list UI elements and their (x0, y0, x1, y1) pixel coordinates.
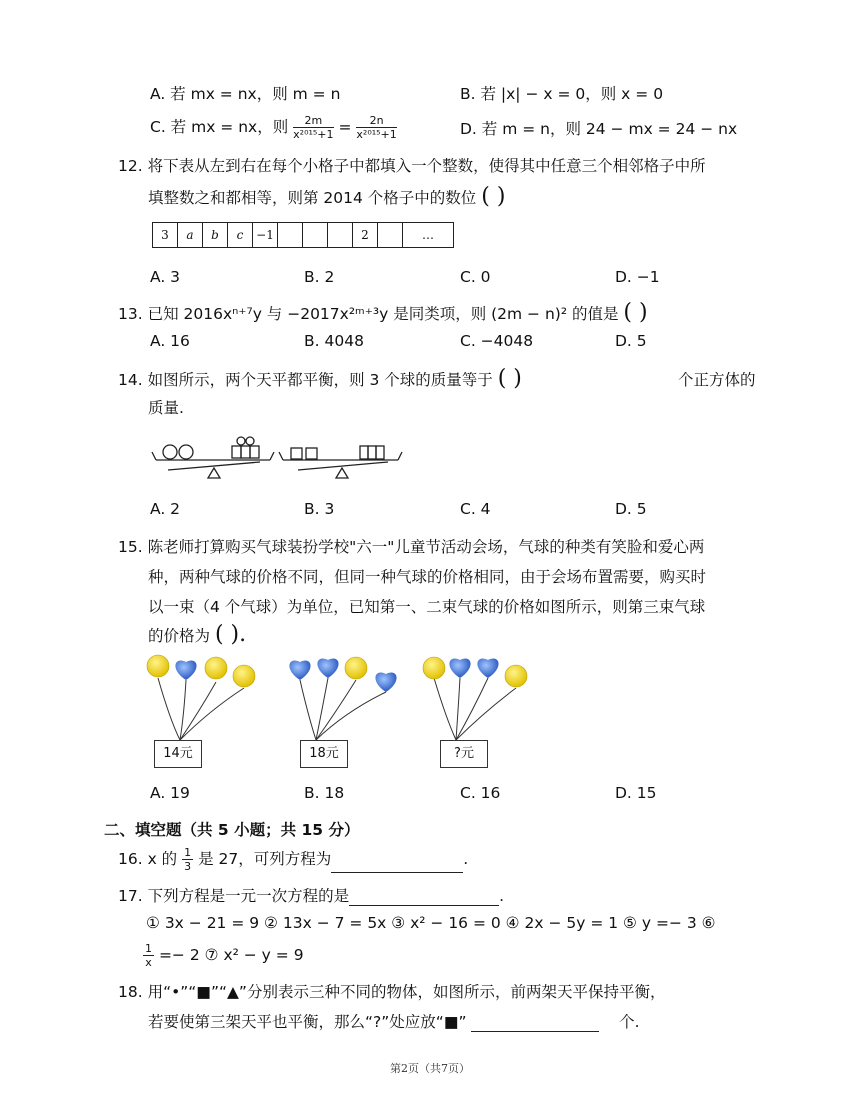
ball (179, 445, 193, 459)
q15-option-c: C. 16 (460, 784, 501, 802)
q15-stem-line2: 种，两种气球的价格不同，但同一种气球的价格相同，由于会场布置需要，购买时 (148, 568, 707, 586)
q12-option-c: C. 0 (460, 268, 491, 286)
section-heading: 二、填空题（共 5 小题；共 15 分） (104, 821, 360, 839)
q14-stem-tail: 个正方体的 (678, 371, 756, 389)
q18-answer-blank[interactable] (471, 1015, 599, 1032)
q14-balance-figure (148, 432, 403, 488)
q14-option-d: D. 5 (615, 500, 647, 518)
grid-cell: a (178, 223, 203, 248)
cube (241, 446, 250, 458)
q11-option-b: B. 若 |x| − x = 0，则 x = 0 (460, 85, 664, 103)
q12-number-grid (152, 222, 454, 248)
grid-cell: … (403, 223, 454, 248)
q15-option-d: D. 15 (615, 784, 657, 802)
grid-cell (378, 223, 403, 248)
grid-cell: 2 (353, 223, 378, 248)
q16-fraction: $\frac{1}{3}$ (184, 846, 192, 873)
grid-cell: −1 (253, 223, 278, 248)
grid-cell (328, 223, 353, 248)
q17-fraction: $\frac{1}{x}$ (145, 942, 152, 969)
q15-balloon-figure (140, 650, 560, 745)
cube (291, 448, 302, 459)
q14-stem-line2: 质量. (148, 399, 184, 417)
heart-balloon (449, 659, 470, 678)
q16-stem: 16. x 的 $\frac{1}{3}$ 是 27，可列方程为 . (118, 846, 469, 873)
q15-option-a: A. 19 (150, 784, 190, 802)
smiley-balloon (345, 657, 367, 679)
q15-stem-line4: 的价格为 ( ). (148, 622, 247, 647)
q15-price-tag-1: 14元 (154, 740, 202, 768)
q13-option-a: A. 16 (150, 332, 190, 350)
grid-cell (303, 223, 328, 248)
grid-cell: 3 (153, 223, 178, 248)
q16-answer-blank[interactable] (331, 856, 463, 873)
grid-cell: c (228, 223, 253, 248)
q13-stem: 13. 已知 2016xⁿ⁺⁷y 与 −2017x²ᵐ⁺³y 是同类项，则 (2m − n)² 的值是 ( ) (118, 300, 648, 325)
fulcrum (336, 468, 348, 478)
heart-balloon (289, 661, 310, 680)
q14-option-b: B. 3 (304, 500, 335, 518)
smiley-balloon (205, 657, 227, 679)
q12-option-a: A. 3 (150, 268, 181, 286)
q11-option-c: C. 若 mx = nx，则 $\frac{2m}{\text{x²⁰¹⁵+1}}$ = $\frac{2n}{\text{x²⁰¹⁵+1}}$ (150, 114, 397, 141)
q13-option-b: B. 4048 (304, 332, 364, 350)
q15-answer-paren: ( ). (214, 622, 247, 647)
fulcrum (208, 468, 220, 478)
balloon-bunch-3 (423, 657, 527, 687)
balloon-bunch-2 (289, 657, 396, 692)
heart-balloon (375, 673, 396, 692)
heart-balloon (477, 659, 498, 678)
q17-options-line2: $\frac{1}{x}$ =− 2 ⑦ x² − y = 9 (145, 942, 304, 969)
balloon-bunch-1 (147, 655, 255, 687)
ball (237, 437, 245, 445)
q17-answer-blank[interactable] (349, 889, 499, 906)
q12-stem-line2: 填整数之和都相等，则第 2014 个格子中的数位 ( ) (148, 184, 506, 209)
q12-answer-paren: ( ) (481, 184, 506, 209)
q18-stem-line1: 18. 用“•”“■”“▲”分别表示三种不同的物体，如图所示，前两架天平保持平衡， (118, 983, 666, 1001)
q11-c-fraction-2: $\frac{2n}{\text{x²⁰¹⁵+1}}$ (356, 114, 397, 141)
smiley-balloon (423, 657, 445, 679)
heart-balloon (175, 661, 196, 680)
cube (306, 448, 317, 459)
q17-options-line: ① 3x − 21 = 9 ② 13x − 7 = 5x ③ x² − 16 = 0 ④ 2x − 5y = 1 ⑤ y =− 3 ⑥ (146, 914, 716, 932)
page-footer: 第2页（共7页） (390, 1062, 470, 1075)
q11-c-fraction-1: $\frac{2m}{\text{x²⁰¹⁵+1}}$ (293, 114, 334, 141)
cube (232, 446, 241, 458)
smiley-balloon (147, 655, 169, 677)
q13-answer-paren: ( ) (623, 300, 648, 325)
cylinder (368, 446, 376, 459)
q11-option-d: D. 若 m = n，则 24 − mx = 24 − nx (460, 120, 738, 138)
q13-option-c: C. −4048 (460, 332, 534, 350)
ball (246, 437, 254, 445)
grid-cell (278, 223, 303, 248)
q14-option-c: C. 4 (460, 500, 491, 518)
q15-price-tag-3: ?元 (440, 740, 488, 768)
grid-cell: b (203, 223, 228, 248)
q14-answer-paren: ( ) (497, 366, 522, 391)
heart-balloon (317, 659, 338, 678)
cube (250, 446, 259, 458)
cylinder (360, 446, 368, 459)
q15-option-b: B. 18 (304, 784, 345, 802)
q18-stem-line2: 若要使第三架天平也平衡，那么“?”处应放“■” 个. (148, 1013, 640, 1031)
q13-option-d: D. 5 (615, 332, 647, 350)
q17-stem: 17. 下列方程是一元一次方程的是 . (118, 887, 505, 905)
q14-option-a: A. 2 (150, 500, 181, 518)
smiley-balloon (233, 665, 255, 687)
q15-stem-line1: 15. 陈老师打算购买气球装扮学校"六一"儿童节活动会场，气球的种类有笑脸和爱心两 (118, 538, 705, 556)
q12-option-d: D. −1 (615, 268, 660, 286)
ball (163, 445, 177, 459)
q12-option-b: B. 2 (304, 268, 335, 286)
q15-stem-line3: 以一束（4 个气球）为单位，已知第一、二束气球的价格如图所示，则第三束气球 (148, 598, 706, 616)
q11-option-a: A. 若 mx = nx，则 m = n (150, 85, 341, 103)
cylinder (376, 446, 384, 459)
q15-price-tag-2: 18元 (300, 740, 348, 768)
q12-stem-line1: 12. 将下表从左到右在每个小格子中都填入一个整数，使得其中任意三个相邻格子中所 (118, 157, 706, 175)
q11-option-c-text: C. 若 mx = nx，则 (150, 118, 289, 136)
smiley-balloon (505, 665, 527, 687)
q14-stem-line1: 14. 如图所示，两个天平都平衡，则 3 个球的质量等于 ( ) (118, 366, 522, 391)
